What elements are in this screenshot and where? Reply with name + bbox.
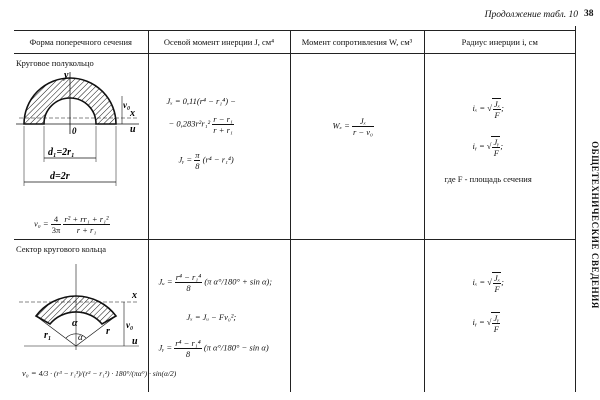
ju-formula: Jᵤ = $\frac{\text{r⁴ − r₁⁴}}{8}$ (π α°/180° + sin α); — [158, 272, 273, 293]
formula-table — [14, 30, 575, 392]
ring-sector-figure — [14, 254, 148, 354]
origin-label: 0 — [72, 126, 77, 136]
col-header-section-modulus: Момент сопротивления W, см³ — [290, 31, 424, 54]
shape-cell — [14, 240, 177, 393]
sector-iy-formula: iᵧ = √ $\frac{\text{Jᵧ}}{F}$ — [472, 313, 500, 334]
modulus-cell — [290, 54, 424, 240]
table-row — [14, 240, 575, 393]
semicircle-ring-figure — [14, 66, 148, 206]
section-name: Сектор кругового кольца — [16, 244, 106, 254]
jy-formula: Jᵧ = $\frac{\pi}{8}$ (r⁴ − r₁⁴) — [178, 150, 234, 171]
wx-formula: Wₓ = $\frac{\text{Jₓ}}{\text{r − v₀}}$ — [332, 116, 374, 137]
axis-label-x: x — [130, 108, 135, 119]
col-header-shape: Форма поперечного сечения — [14, 31, 148, 54]
sector-ix-formula: iₓ = √ $\frac{\text{Jₓ}}{F}$ ; — [472, 273, 504, 294]
table-header-row — [14, 31, 575, 54]
axis-label-u: u — [130, 124, 136, 135]
section-name: Круговое полукольцо — [16, 58, 94, 68]
iy-formula: iᵧ = √ $\frac{\text{Jᵧ}}{F}$ ; — [472, 137, 504, 158]
sector-axis-u: u — [132, 336, 138, 347]
sector-angle-label: α — [72, 318, 78, 329]
inertia-cell — [148, 54, 290, 240]
radius-cell — [424, 240, 575, 393]
ix-formula: iₓ = √ $\frac{\text{Jₓ}}{F}$ ; — [472, 99, 504, 120]
shape-cell — [14, 54, 148, 240]
sector-jy-formula: Jᵧ = $\frac{\text{r⁴ − r₁⁴}}{8}$ (π α°/180° − sin α) — [158, 338, 269, 359]
sector-axis-x: x — [132, 290, 137, 301]
side-running-title — [590, 120, 600, 320]
table-row — [14, 54, 575, 240]
table-continuation-note: Продолжение табл. 10 — [484, 10, 578, 20]
jx-formula-line2: − 0,283r²r₁² $\frac{\text{r − r₁}}{\text{r + r₁}}$ — [168, 114, 233, 135]
jx-formula-line1: Jₓ = 0,11(r⁴ − r₁⁴) − — [166, 96, 236, 106]
inertia-cell — [148, 240, 290, 393]
inner-diameter-label: d₁=2r₁ — [48, 147, 75, 158]
sector-outer-radius-label: r — [106, 326, 110, 337]
v0-formula: v₀ = $\frac{4}{3\pi}$ $\frac{\text{r² + rr₁ + r₁²}}{\text{r + r₁}}$ — [34, 214, 109, 235]
area-note: где F - площадь сечения — [444, 174, 532, 184]
offset-label-v0: v₀ — [123, 100, 131, 110]
axis-label-y: y — [64, 70, 69, 81]
sector-half-angle-label: α — [78, 332, 83, 342]
side-title-text: ОБЩЕТЕХНИЧЕСКИЕ СВЕДЕНИЯ — [590, 141, 600, 309]
sector-jx-formula: Jₓ = Jᵤ − Fv₀²; — [186, 312, 237, 322]
margin-rule — [575, 26, 576, 392]
outer-diameter-label: d=2r — [50, 171, 70, 182]
sector-inner-radius-label: r₁ — [44, 330, 52, 341]
sector-v0-formula: v₀ = 4/3 · (r³ − r₁³)/(r² − r₁²) · 180°/(πα°) · sin(α/2) — [22, 368, 177, 378]
radius-cell — [424, 54, 575, 240]
modulus-cell — [290, 240, 424, 393]
page-number: 38 — [584, 9, 594, 19]
col-header-radius-gyration: Радиус инерции i, см — [424, 31, 575, 54]
col-header-inertia-moment: Осевой момент инерции J, см⁴ — [148, 31, 290, 54]
sector-offset-v0: v₀ — [126, 320, 134, 330]
